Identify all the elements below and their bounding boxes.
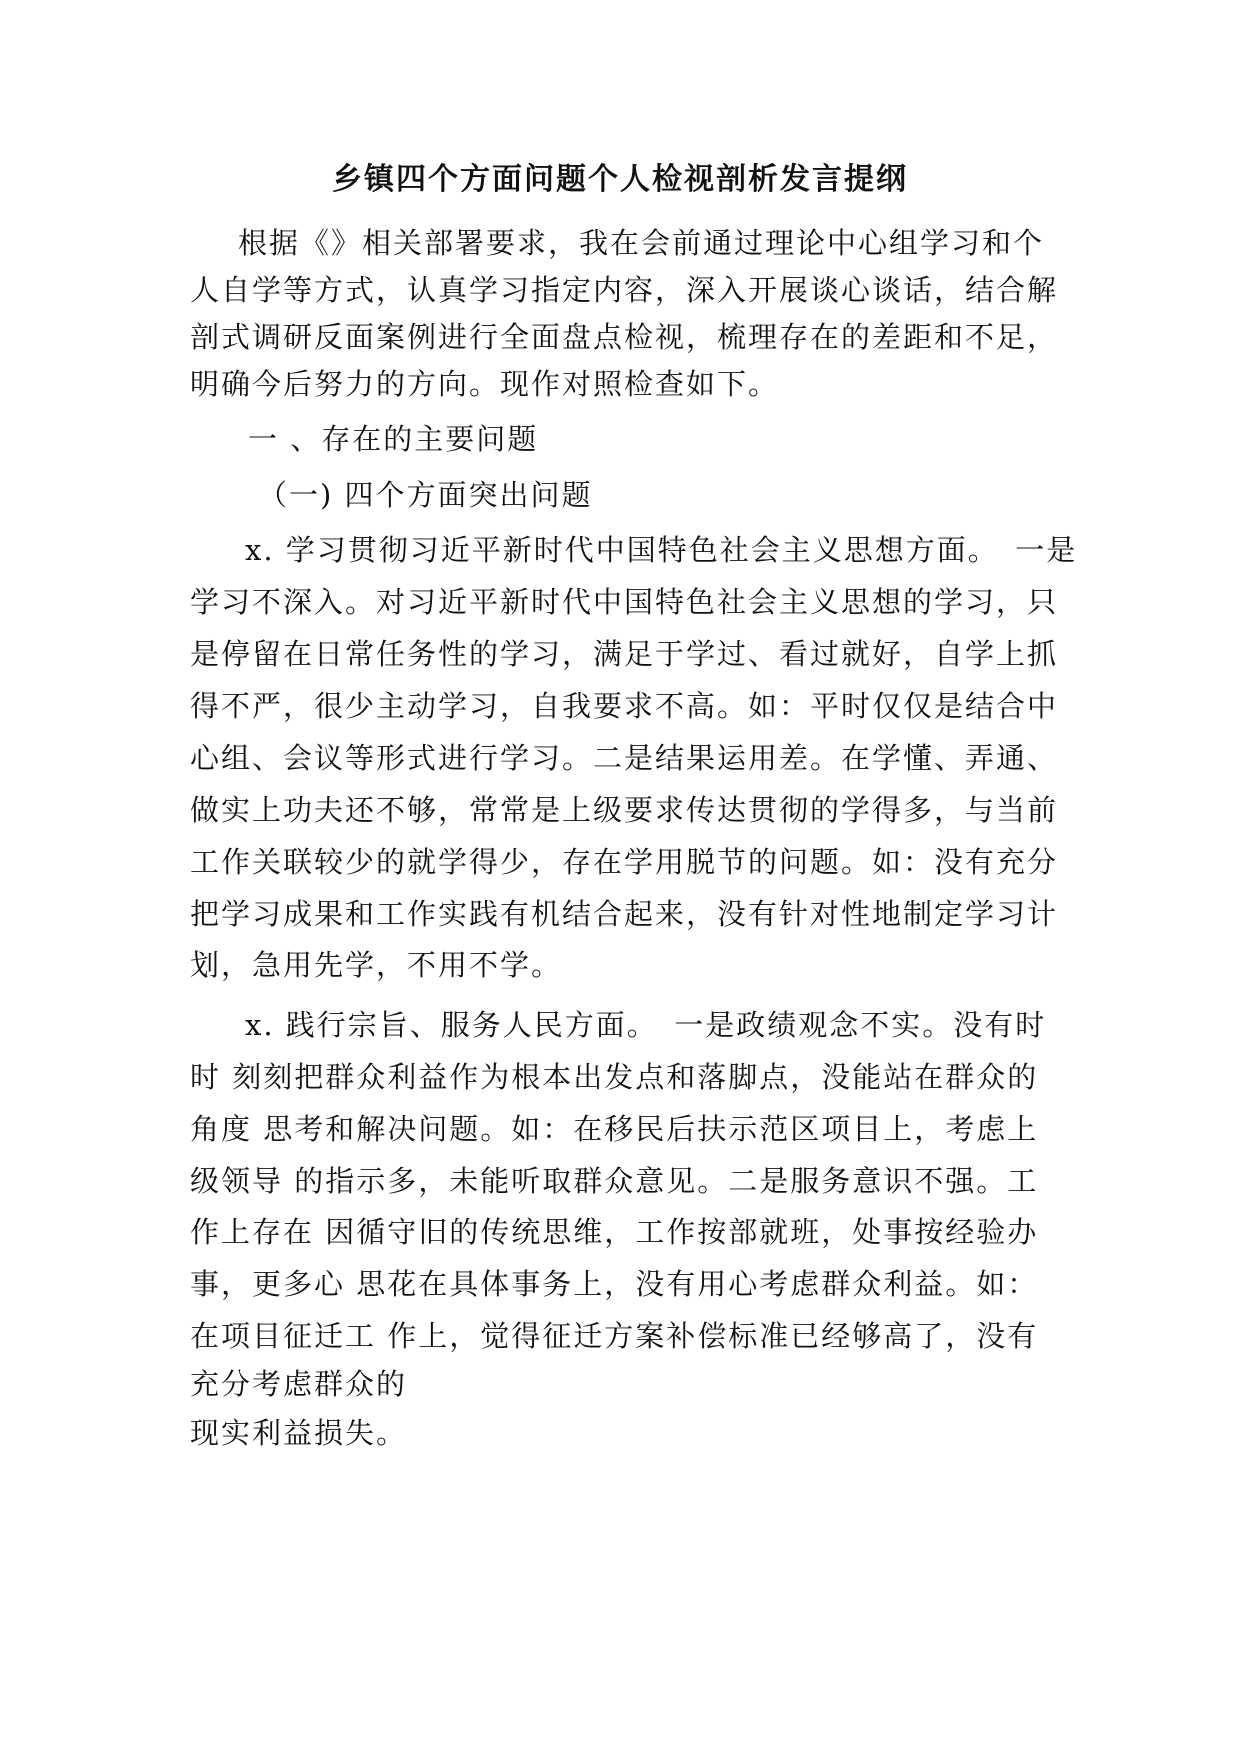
item2-line-5: 作上存在 因循守旧的传统思维，工作按部就班，处事按经验办 [190, 1215, 1039, 1249]
item1-line-4: 得不严，很少主动学习，自我要求不高。如：平时仅仅是结合中 [190, 689, 1059, 723]
item2-line-6: 事，更多心 思花在具体事务上，没有用心考虑群众利益。如： [190, 1267, 1039, 1301]
item1-line-2: 学习不深入。对习近平新时代中国特色社会主义思想的学习，只 [190, 585, 1059, 619]
item2-line-8: 充分考虑群众的 [190, 1367, 408, 1401]
item2-line-7: 在项目征迁工 作上，觉得征迁方案补偿标准已经够高了，没有 [190, 1319, 1039, 1353]
item2-line-2: 时 刻刻把群众利益作为根本出发点和落脚点，没能站在群众的 [190, 1060, 1039, 1094]
item2-line-3: 角度 思考和解决问题。如：在移民后扶示范区项目上，考虑上 [190, 1112, 1039, 1146]
item1-line-9: 划，急用先学，不用不学。 [190, 948, 563, 982]
item1-line-6: 做实上功夫还不够，常常是上级要求传达贯彻的学得多，与当前 [190, 793, 1059, 827]
item2-line-9: 现实利益损失。 [190, 1416, 408, 1450]
item1-line-7: 工作关联较少的就学得少，存在学用脱节的问题。如：没有充分 [190, 845, 1059, 879]
intro-line-3: 剖式调研反面案例进行全面盘点检视，梳理存在的差距和不足， [190, 320, 1059, 354]
item2-line-1: x. 践行宗旨、服务人民方面。 一是政绩观念不实。没有时 [245, 1008, 1047, 1042]
subsection-heading: （一) 四个方面突出问题 [258, 478, 593, 512]
intro-line-2: 人自学等方式，认真学习指定内容，深入开展谈心谈话，结合解 [190, 273, 1059, 307]
item1-line-3: 是停留在日常任务性的学习，满足于学过、看过就好，自学上抓 [190, 637, 1059, 671]
intro-line-4: 明确今后努力的方向。现作对照检查如下。 [190, 367, 780, 401]
item1-line-8: 把学习成果和工作实践有机结合起来，没有针对性地制定学习计 [190, 897, 1059, 931]
item1-line-1: x. 学习贯彻习近平新时代中国特色社会主义思想方面。 一是 [245, 533, 1078, 567]
item2-line-4: 级领导 的指示多，未能听取群众意见。二是服务意识不强。工 [190, 1164, 1039, 1198]
section-heading: 一 、存在的主要问题 [248, 422, 539, 456]
document-title: 乡镇四个方面问题个人检视剖析发言提纲 [332, 162, 908, 197]
item1-line-5: 心组、会议等形式进行学习。二是结果运用差。在学懂、弄通、 [190, 741, 1059, 775]
intro-line-1: 根据《》相关部署要求，我在会前通过理论中心组学习和个 [238, 226, 1045, 260]
